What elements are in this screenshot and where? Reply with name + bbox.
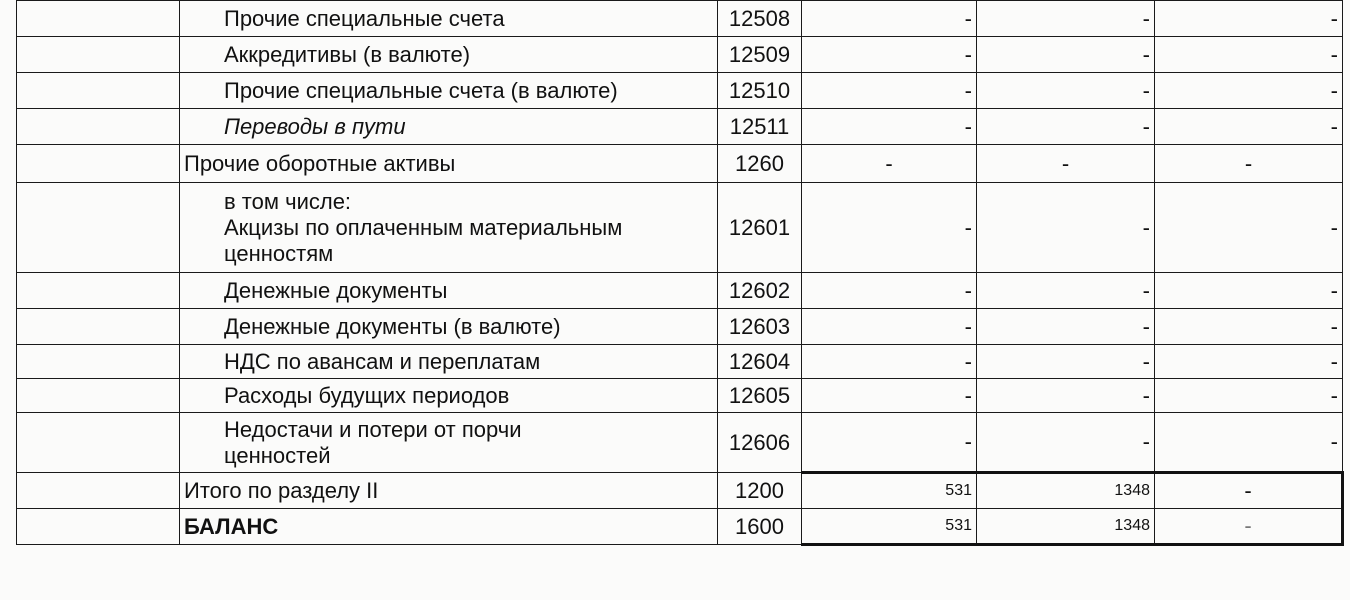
blank-cell bbox=[17, 1, 180, 37]
table-row bbox=[17, 37, 1343, 73]
blank-cell bbox=[17, 345, 180, 379]
value-cell: - bbox=[1155, 109, 1343, 145]
value-cell: - bbox=[1155, 413, 1343, 473]
blank-cell bbox=[17, 379, 180, 413]
value-cell: - bbox=[1155, 183, 1343, 273]
table-row bbox=[17, 1, 1343, 37]
row-name: Итого по разделу II bbox=[180, 473, 718, 509]
table-row-total bbox=[17, 473, 1343, 509]
blank-cell bbox=[17, 109, 180, 145]
row-name: Аккредитивы (в валюте) bbox=[180, 37, 718, 73]
row-code: 12602 bbox=[718, 273, 802, 309]
value-cell: - bbox=[1155, 379, 1343, 413]
table-row-balance bbox=[17, 509, 1343, 545]
value-cell: - bbox=[802, 345, 977, 379]
value-cell: - bbox=[977, 309, 1155, 345]
value-cell: - bbox=[1155, 473, 1343, 509]
value-cell: - bbox=[1155, 309, 1343, 345]
value-cell: - bbox=[977, 183, 1155, 273]
value-cell: - bbox=[1155, 273, 1343, 309]
blank-cell bbox=[17, 37, 180, 73]
row-code: 12603 bbox=[718, 309, 802, 345]
value-cell: - bbox=[1155, 73, 1343, 109]
blank-cell bbox=[17, 183, 180, 273]
row-name bbox=[180, 183, 718, 273]
blank-cell bbox=[17, 309, 180, 345]
value-cell: 531 bbox=[802, 473, 977, 509]
row-code: 12601 bbox=[718, 183, 802, 273]
value-cell: - bbox=[977, 379, 1155, 413]
row-name: НДС по авансам и переплатам bbox=[180, 345, 718, 379]
value-cell: - bbox=[802, 37, 977, 73]
value-cell: - bbox=[1155, 509, 1343, 545]
table-row bbox=[17, 309, 1343, 345]
row-name: БАЛАНС bbox=[180, 509, 718, 545]
row-code: 12605 bbox=[718, 379, 802, 413]
value-cell: - bbox=[977, 145, 1155, 183]
value-cell: 1348 bbox=[977, 509, 1155, 545]
value-cell: - bbox=[802, 183, 977, 273]
row-name: Прочие специальные счета bbox=[180, 1, 718, 37]
row-name-prefix: в том числе: bbox=[224, 188, 352, 214]
value-cell: 1348 bbox=[977, 473, 1155, 509]
row-code: 12508 bbox=[718, 1, 802, 37]
table-row bbox=[17, 413, 1343, 473]
value-cell: - bbox=[1155, 37, 1343, 73]
blank-cell bbox=[17, 145, 180, 183]
row-code: 12509 bbox=[718, 37, 802, 73]
row-name: Прочие специальные счета (в валюте) bbox=[180, 73, 718, 109]
row-code: 1600 bbox=[718, 509, 802, 545]
row-name: Расходы будущих периодов bbox=[180, 379, 718, 413]
table-row bbox=[17, 109, 1343, 145]
value-cell: - bbox=[977, 73, 1155, 109]
row-name: Недостачи и потери от порчи ценностей bbox=[180, 413, 718, 473]
table-row bbox=[17, 273, 1343, 309]
value-cell: - bbox=[802, 309, 977, 345]
value-cell: - bbox=[1155, 145, 1343, 183]
value-cell: - bbox=[802, 1, 977, 37]
value-cell: - bbox=[977, 413, 1155, 473]
table-row bbox=[17, 379, 1343, 413]
row-name: Прочие оборотные активы bbox=[180, 145, 718, 183]
row-name-main: Акцизы по оплаченным материальным ценностям bbox=[224, 214, 623, 266]
table-row bbox=[17, 345, 1343, 379]
blank-cell bbox=[17, 273, 180, 309]
value-cell: - bbox=[1155, 345, 1343, 379]
value-cell: - bbox=[977, 109, 1155, 145]
row-name: Денежные документы bbox=[180, 273, 718, 309]
value-cell: - bbox=[802, 73, 977, 109]
blank-cell bbox=[17, 413, 180, 473]
row-code: 12606 bbox=[718, 413, 802, 473]
blank-cell bbox=[17, 509, 180, 545]
row-code: 12604 bbox=[718, 345, 802, 379]
row-name: Переводы в пути bbox=[180, 109, 718, 145]
value-cell: - bbox=[802, 109, 977, 145]
blank-cell bbox=[17, 73, 180, 109]
value-cell: 531 bbox=[802, 509, 977, 545]
value-cell: - bbox=[802, 145, 977, 183]
blank-cell bbox=[17, 473, 180, 509]
row-code: 1260 bbox=[718, 145, 802, 183]
table-row bbox=[17, 73, 1343, 109]
value-cell: - bbox=[977, 345, 1155, 379]
value-cell: - bbox=[1155, 1, 1343, 37]
row-name: Денежные документы (в валюте) bbox=[180, 309, 718, 345]
row-code: 12510 bbox=[718, 73, 802, 109]
table-row bbox=[17, 183, 1343, 273]
value-cell: - bbox=[802, 379, 977, 413]
value-cell: - bbox=[802, 413, 977, 473]
row-code: 1200 bbox=[718, 473, 802, 509]
row-code: 12511 bbox=[718, 109, 802, 145]
balance-table bbox=[16, 0, 1344, 546]
value-cell: - bbox=[802, 273, 977, 309]
value-cell: - bbox=[977, 37, 1155, 73]
value-cell: - bbox=[977, 1, 1155, 37]
value-cell: - bbox=[977, 273, 1155, 309]
table-row bbox=[17, 145, 1343, 183]
